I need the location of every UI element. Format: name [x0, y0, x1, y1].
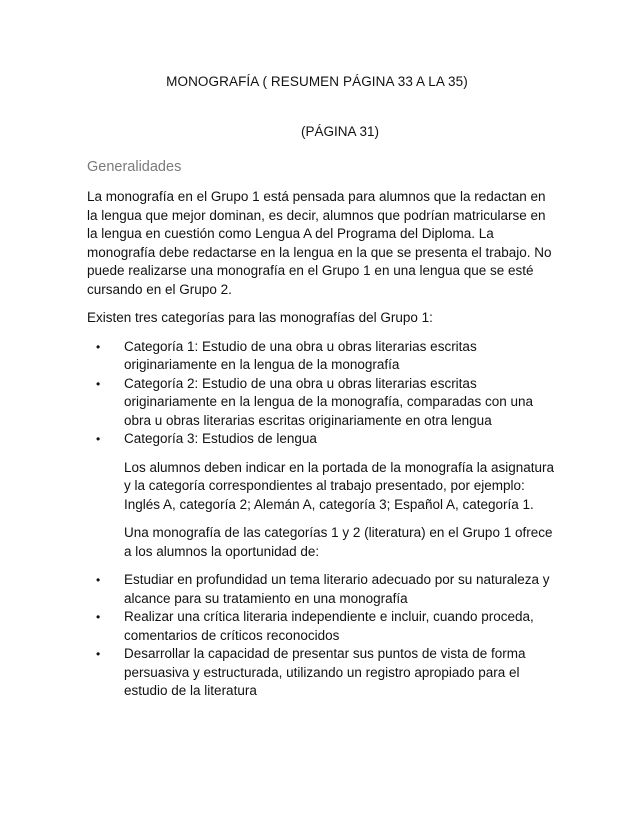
document-body [87, 188, 557, 701]
list-item [96, 571, 557, 608]
paragraph-intro: La monografía en el Grupo 1 está pensada para alumnos que la redactan en la lengua que mejor dominan, es decir, alumnos que podrían matricularse en la lengua en cuestión como Lengua A del Programa del Diploma. La monografía debe redactarse en la lengua en la que se presenta el trabajo. No puede realizarse una monografía en el Grupo 1 en una lengua que se esté cursando en el Grupo 2. [87, 189, 552, 297]
document-title-text: MONOGRAFÍA ( RESUMEN PÁGINA 33 A LA 35) [166, 74, 468, 89]
list-item [96, 375, 557, 431]
bullet-icon: • [96, 610, 101, 624]
list-item-text: Categoría 3: Estudios de lengua [124, 431, 317, 446]
list-item [96, 338, 557, 375]
bullet-icon: • [96, 339, 101, 354]
page-reference [0, 124, 638, 139]
bullet-icon: • [96, 376, 101, 391]
list-item [96, 608, 557, 645]
paragraph-opportunities-intro: Una monografía de las categorías 1 y 2 (literatura) en el Grupo 1 ofrece a los alumnos la oportunidad de: [124, 525, 553, 559]
categories-intro: Existen tres categorías para las monografías del Grupo 1: [87, 310, 433, 325]
list-item-text: Categoría 1: Estudio de una obra u obras literarias escritas originariamente en la lengua de la monografía [124, 338, 477, 372]
document-title [0, 74, 638, 89]
bullet-icon: • [96, 573, 101, 587]
bullet-icon: • [96, 647, 101, 661]
list-item [96, 645, 557, 701]
bullet-icon: • [96, 432, 101, 446]
page-reference-text: (PÁGINA 31) [300, 124, 380, 139]
list-item-text: Categoría 2: Estudio de una obra u obras literarias escritas originariamente en la lengua de la monografía, comparadas con una obra u obras literarias escritas originariamente en otra lengua [124, 375, 534, 428]
paragraph-cover-instructions: Los alumnos deben indicar en la portada de la monografía la asignatura y la categoría correspondientes al trabajo presentado, por ejemplo: Inglés A, categoría 2; Alemán A, categoría 3; Español A, categoría 1. [124, 459, 555, 512]
opportunities-list [87, 571, 557, 701]
list-item-text: Desarrollar la capacidad de presentar sus puntos de vista de forma persuasiva y estructurada, utilizando un registro apropiado para el estudio de la literatura [124, 646, 526, 698]
list-item [96, 430, 557, 449]
categories-list [87, 338, 557, 449]
list-item-text: Estudiar en profundidad un tema literario adecuado por su naturaleza y alcance para su tratamiento en una monografía [124, 572, 550, 606]
list-item-text: Realizar una crítica literaria independiente e incluir, cuando proceda, comentarios de críticos reconocidos [124, 609, 534, 643]
section-heading: Generalidades [87, 159, 182, 175]
